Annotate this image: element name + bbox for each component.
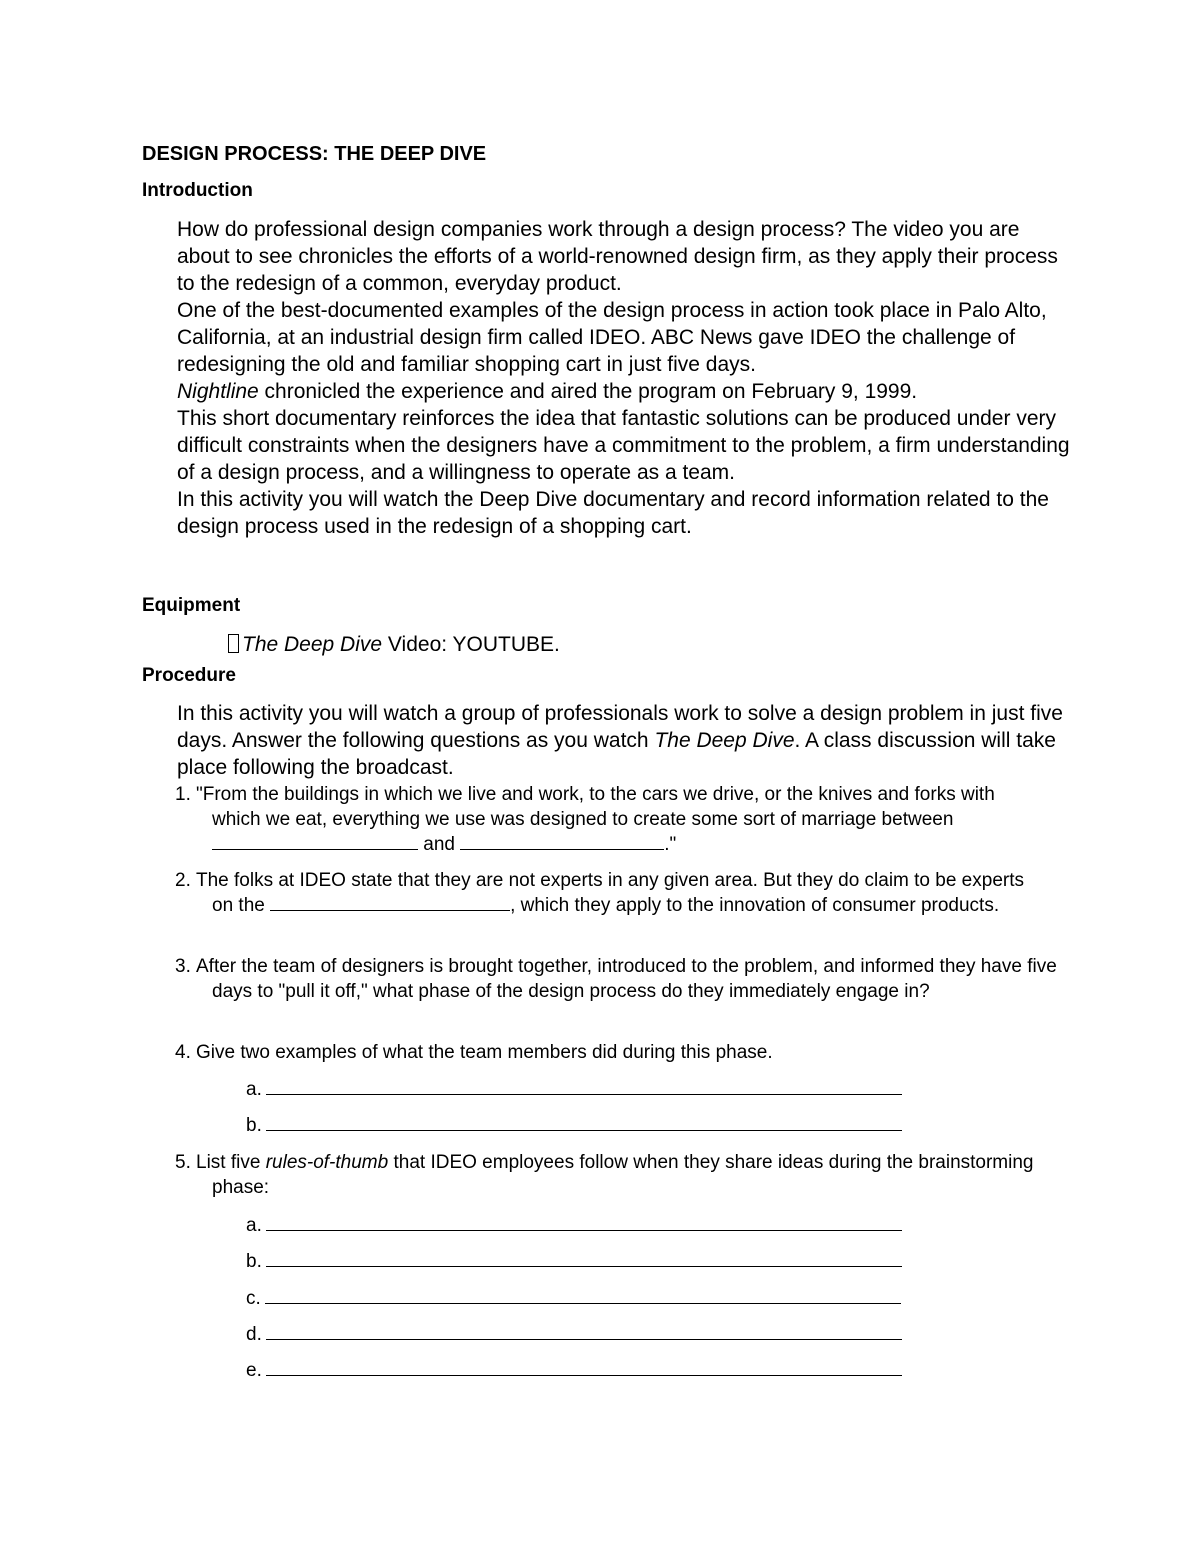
- answer-letter: c.: [246, 1288, 261, 1309]
- answer-blank[interactable]: [460, 848, 664, 850]
- question-4: [175, 1040, 1075, 1065]
- question-text: that IDEO employees follow when they share ideas during the brainstorming phase:: [212, 1152, 1034, 1198]
- equipment-item: [228, 633, 560, 657]
- answer-blank[interactable]: [270, 909, 510, 911]
- answer-line: [246, 1077, 902, 1102]
- nightline-italic: Nightline: [177, 380, 259, 403]
- answer-letter: d.: [246, 1324, 262, 1345]
- question-number: 5.: [175, 1152, 191, 1173]
- question-text: List five: [196, 1152, 266, 1173]
- introduction-body: [177, 216, 1077, 540]
- answer-blank[interactable]: [266, 1374, 902, 1376]
- question-text: Give two examples of what the team members did during this phase.: [196, 1042, 773, 1063]
- answer-letter: e.: [246, 1360, 262, 1381]
- question-number: 4.: [175, 1042, 191, 1063]
- answer-line: [246, 1113, 902, 1138]
- intro-paragraph: One of the best-documented examples of the design process in action took place in Palo Alto, California, at an industrial design firm called IDEO. ABC News gave IDEO the challenge of redesigning the old and familiar shopping cart in just five days.: [177, 299, 1047, 376]
- intro-paragraph: This short documentary reinforces the idea that fantastic solutions can be produced under very difficult constraints when the designers have a commitment to the problem, a firm understanding of a design process, and a willingness to operate as a team.: [177, 407, 1070, 484]
- question-number: 1.: [175, 784, 191, 805]
- answer-line: [246, 1358, 902, 1383]
- answer-letter: b.: [246, 1251, 262, 1272]
- question-text: The folks at IDEO state that they are not experts in any given area. But they do claim to be experts on the: [196, 870, 1024, 916]
- answer-blank[interactable]: [265, 1302, 901, 1304]
- answer-letter: a.: [246, 1215, 262, 1236]
- question-2: [175, 868, 1045, 918]
- introduction-heading: Introduction: [142, 180, 253, 201]
- answer-blank[interactable]: [266, 1265, 902, 1267]
- equipment-heading: Equipment: [142, 595, 241, 616]
- question-text: and: [418, 834, 461, 855]
- answer-blank[interactable]: [266, 1129, 902, 1131]
- answer-line: [246, 1249, 902, 1274]
- answer-blank[interactable]: [266, 1338, 902, 1340]
- answer-blank[interactable]: [212, 848, 418, 850]
- question-5: [175, 1150, 1045, 1200]
- intro-paragraph: [177, 378, 1077, 405]
- equipment-title-italic: The Deep Dive: [242, 633, 383, 656]
- page-title: DESIGN PROCESS: THE DEEP DIVE: [142, 143, 487, 165]
- question-text: .": [664, 834, 677, 855]
- procedure-heading: Procedure: [142, 665, 236, 686]
- question-text: After the team of designers is brought together, introduced to the problem, and informed they have five days to "pull it off," what phase of the design process do they immediately engage in?: [196, 956, 1057, 1002]
- answer-line: [246, 1322, 902, 1347]
- answer-blank[interactable]: [266, 1229, 902, 1231]
- procedure-intro: [177, 700, 1067, 781]
- question-text: , which they apply to the innovation of consumer products.: [510, 895, 1000, 916]
- procedure-italic: The Deep Dive: [654, 729, 795, 752]
- question-text: "From the buildings in which we live and work, to the cars we drive, or the knives and forks with which we eat, everything we use was designed to create some sort of marriage between: [196, 784, 995, 830]
- answer-line: [246, 1213, 902, 1238]
- intro-paragraph: How do professional design companies work through a design process? The video you are about to see chronicles the efforts of a world-renowned design firm, as they apply their process to the redesign of a common, everyday product.: [177, 218, 1058, 295]
- procedure-text: . A class discussion will take place following the broadcast.: [177, 729, 1056, 779]
- question-number: 3.: [175, 956, 191, 977]
- question-number: 2.: [175, 870, 191, 891]
- question-italic: rules-of-thumb: [265, 1152, 389, 1173]
- bullet-box-icon: [228, 634, 239, 653]
- intro-text: chronicled the experience and aired the program on February 9, 1999.: [258, 380, 918, 403]
- equipment-text: Video: YOUTUBE.: [382, 633, 560, 656]
- procedure-text: In this activity you will watch a group of professionals work to solve a design problem in just five days. Answer the following questions as you watch: [177, 702, 1063, 752]
- answer-line: [246, 1286, 901, 1311]
- intro-paragraph: In this activity you will watch the Deep Dive documentary and record information related to the design process used in the redesign of a shopping cart.: [177, 488, 1049, 538]
- answer-letter: b.: [246, 1115, 262, 1136]
- question-1: [175, 782, 1025, 857]
- question-3: [175, 954, 1065, 1004]
- answer-letter: a.: [246, 1079, 262, 1100]
- answer-blank[interactable]: [266, 1093, 902, 1095]
